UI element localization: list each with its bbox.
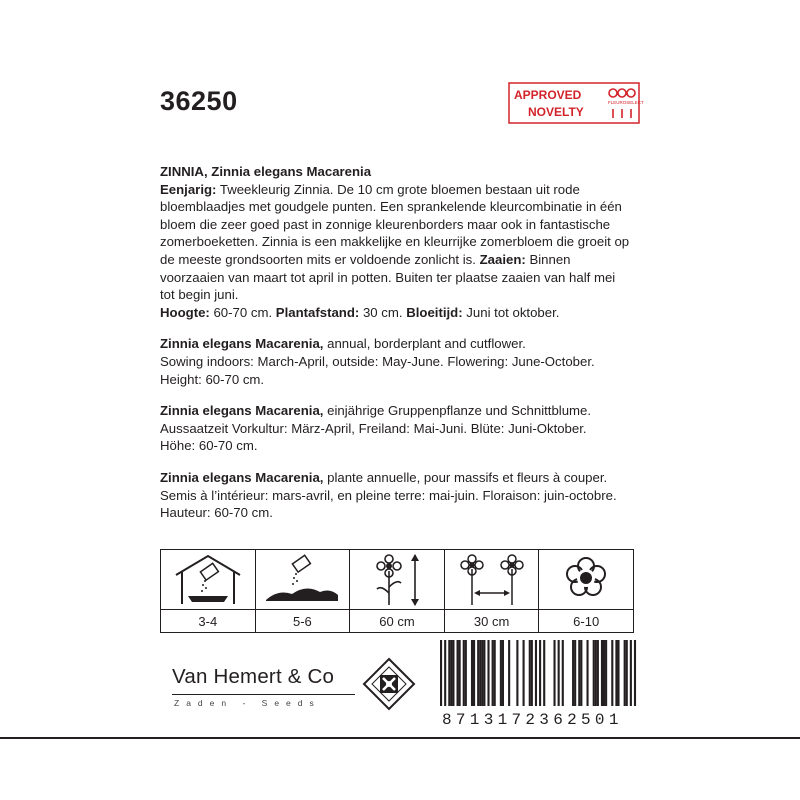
de-title: Zinnia elegans Macarenia, xyxy=(160,403,324,419)
barcode-bar xyxy=(558,640,560,706)
barcode-bar xyxy=(574,640,576,706)
flowering-icon xyxy=(546,553,626,607)
barcode-bar xyxy=(615,640,617,706)
badge-line2: NOVELTY xyxy=(528,105,584,119)
nl-bloeitijd-label: Bloeitijd: xyxy=(406,304,463,320)
nl-plantafstand-value: 30 cm. xyxy=(359,304,407,320)
barcode-bar xyxy=(471,640,473,706)
barcode-bar xyxy=(448,640,450,706)
de-text: einjährige Gruppenpflanze und Schnittblume. xyxy=(323,403,592,419)
brand-name: Van Hemert & Co xyxy=(172,665,335,688)
description-block xyxy=(160,163,630,536)
barcode-bar xyxy=(617,640,619,706)
barcode-bar xyxy=(578,640,580,706)
en-text: annual, borderplant and cutflower. xyxy=(323,336,526,352)
brand-divider xyxy=(172,694,355,695)
icon-cell-flowering xyxy=(539,550,633,632)
en-line3: Height: 60-70 cm. xyxy=(160,371,265,387)
barcode-bar xyxy=(624,640,626,706)
barcode-bar xyxy=(562,640,564,706)
indoor-sowing-value: 3-4 xyxy=(198,613,218,629)
icon-cell-plant-height xyxy=(350,550,445,632)
barcode-bar xyxy=(553,640,555,706)
barcode-bar xyxy=(523,640,525,706)
barcode-bar xyxy=(543,640,545,706)
barcode-bar xyxy=(626,640,628,706)
barcode-bar xyxy=(611,640,613,706)
barcode-bar xyxy=(516,640,518,706)
flowering-value: 6-10 xyxy=(573,613,600,629)
approved-novelty-badge xyxy=(508,82,644,124)
plant-spacing-icon xyxy=(452,553,532,607)
nl-bloeitijd-value: Juni tot oktober. xyxy=(462,304,560,320)
barcode-bar xyxy=(580,640,582,706)
paragraph-german xyxy=(160,402,630,455)
barcode-bar xyxy=(531,640,533,706)
outdoor-sowing-value: 5-6 xyxy=(292,613,312,629)
barcode-bar xyxy=(586,640,588,706)
barcode-bar xyxy=(473,640,475,706)
barcode-bar xyxy=(459,640,461,706)
barcode-bar xyxy=(500,640,502,706)
badge-small-text: FLEUROSELECT xyxy=(608,100,644,105)
fr-line2: Semis à l’intérieur: mars-avril, en pleine terre: mai-juin. Floraison: juin-octobre. xyxy=(160,487,617,503)
barcode-bar xyxy=(481,640,483,706)
nl-plantafstand-label: Plantafstand: xyxy=(275,304,360,320)
paragraph-english xyxy=(160,335,630,388)
plant-height-value: 60 cm xyxy=(379,613,415,629)
nl-zaaien-label: Zaaien: xyxy=(479,251,526,267)
barcode-bar xyxy=(457,640,459,706)
nl-eenjarig-label: Eenjarig: xyxy=(160,181,217,197)
barcode-bar xyxy=(479,640,481,706)
fr-text: plante annuelle, pour massifs et fleurs à couper. xyxy=(323,469,608,485)
icon-cell-plant-spacing xyxy=(445,550,540,632)
barcode-bar xyxy=(605,640,607,706)
outdoor-sowing-icon xyxy=(262,553,342,607)
barcode-bar xyxy=(444,640,446,706)
nl-hoogte-label: Hoogte: xyxy=(160,304,210,320)
icon-cell-outdoor-sowing xyxy=(256,550,351,632)
plant-height-icon xyxy=(357,553,437,607)
cultivation-icons-table xyxy=(160,549,634,633)
barcode-bar xyxy=(529,640,531,706)
indoor-sowing-icon xyxy=(168,553,248,607)
barcode-bar xyxy=(502,640,504,706)
nl-hoogte-value: 60-70 cm. xyxy=(209,304,276,320)
en-title: Zinnia elegans Macarenia, xyxy=(160,336,324,352)
barcode-bar xyxy=(603,640,605,706)
barcode-bar xyxy=(463,640,465,706)
barcode-bar xyxy=(452,640,454,706)
de-line3: Höhe: 60-70 cm. xyxy=(160,438,258,454)
nl-text2: Binnen voorzaaien van maart tot april in potten. Buiten ter plaatse zaaien van half mei tot begin juni. xyxy=(160,251,616,303)
badge-line1: APPROVED xyxy=(514,88,582,102)
barcode-bar xyxy=(572,640,574,706)
barcode-bar xyxy=(630,640,632,706)
barcode-number: 8713172362501 xyxy=(442,711,623,729)
paragraph-dutch xyxy=(160,163,630,321)
product-code: 36250 xyxy=(160,86,238,116)
barcode-bar xyxy=(492,640,494,706)
bottom-divider xyxy=(0,737,800,739)
barcode-bar xyxy=(595,640,597,706)
barcode-bar xyxy=(465,640,467,706)
fr-line3: Hauteur: 60-70 cm. xyxy=(160,505,273,521)
barcode-bar xyxy=(634,640,636,706)
van-hemert-logo-icon xyxy=(363,658,415,710)
barcode-bar xyxy=(597,640,599,706)
de-line2: Aussaatzeit Vorkultur: März-April, Freiland: Mai-Juni. Blüte: Juni-Oktober. xyxy=(160,420,587,436)
nl-text1: Tweekleurig Zinnia. De 10 cm grote bloemen bestaan uit rode bloemblaadjes met goudgele punten. Een sprankelende kleurcombinatie in één bloem die zeer goed past in zonnige kleurenborders maar ook in fantastische zomerboeketten. Zinnia is een makkelijke en kleurrijke zomerbloem die groeit op de meeste grondsoorten mits er voldoende zonlicht is. xyxy=(160,181,630,267)
fr-title: Zinnia elegans Macarenia, xyxy=(160,469,324,485)
plant-spacing-value: 30 cm xyxy=(473,613,510,629)
barcode xyxy=(440,640,636,706)
barcode-bar xyxy=(601,640,603,706)
paragraph-french xyxy=(160,469,630,522)
barcode-bar xyxy=(535,640,537,706)
barcode-bar xyxy=(450,640,452,706)
en-line2: Sowing indoors: March-April, outside: May-June. Flowering: June-October. xyxy=(160,353,595,369)
barcode-bar xyxy=(539,640,541,706)
nl-title: ZINNIA, Zinnia elegans Macarenia xyxy=(160,164,372,179)
barcode-bar xyxy=(593,640,595,706)
barcode-bar xyxy=(508,640,510,706)
barcode-bar xyxy=(477,640,479,706)
icon-cell-indoor-sowing xyxy=(161,550,256,632)
barcode-bar xyxy=(483,640,485,706)
brand-tagline: Zaden - Seeds xyxy=(174,698,321,708)
barcode-bar xyxy=(440,640,442,706)
barcode-bar xyxy=(487,640,489,706)
barcode-bar xyxy=(494,640,496,706)
